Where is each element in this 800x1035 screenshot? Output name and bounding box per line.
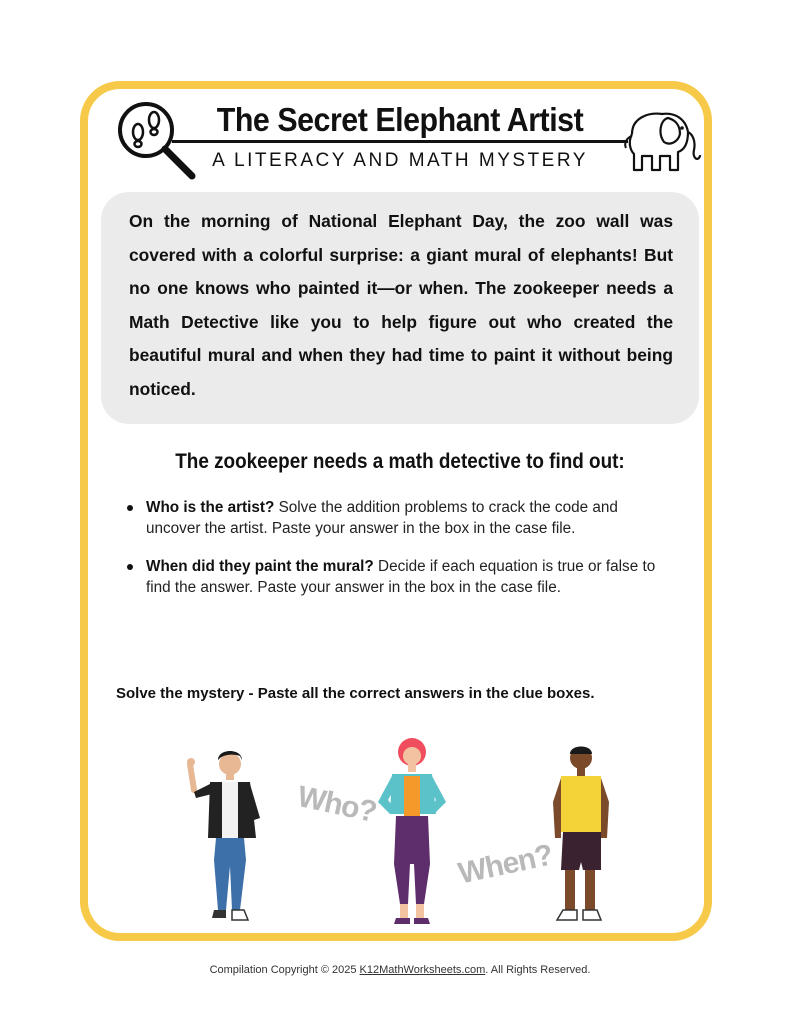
task-question: When did they paint the mural? xyxy=(146,558,374,575)
task-description: Solve the addition problems to crack the code and uncover the artist. Paste your answer in the box in the case file. xyxy=(146,499,618,537)
suspect-2-illustration xyxy=(364,734,464,930)
task-question: Who is the artist? xyxy=(146,499,275,516)
task-list xyxy=(124,497,676,615)
task-heading: The zookeeper needs a math detective to find out: xyxy=(175,450,625,473)
page-title: The Secret Elephant Artist xyxy=(216,101,584,138)
task-description: Decide if each equation is true or false to find the answer. Paste your answer in the box in the case file. xyxy=(146,558,656,596)
title-divider xyxy=(172,140,628,143)
list-item xyxy=(124,556,676,598)
suspect-3-illustration xyxy=(545,742,617,928)
story-box xyxy=(101,192,699,424)
footer-prefix: Compilation Copyright © 2025 xyxy=(209,964,360,976)
story-text: On the morning of National Elephant Day, the zoo wall was covered with a colorful surprise: a giant mural of elephants! But no one knows who painted it—or when. The zookeeper needs a Math Detective like you to help figure out who created the beautiful mural and when they had time to paint it without being noticed. xyxy=(129,211,673,399)
list-item xyxy=(124,497,676,539)
solve-instructions: Solve the mystery - Paste all the correct answers in the clue boxes. xyxy=(116,685,595,702)
copyright-footer xyxy=(150,963,650,977)
footer-suffix: . All Rights Reserved. xyxy=(485,964,591,976)
website-link[interactable]: K12MathWorksheets.com xyxy=(359,964,486,976)
page-subtitle: A LITERACY AND MATH MYSTERY xyxy=(212,150,588,171)
suspect-1-illustration xyxy=(186,742,266,928)
who-label: Who? xyxy=(294,780,379,829)
when-label: When? xyxy=(455,838,556,891)
elephant-icon xyxy=(618,104,702,176)
